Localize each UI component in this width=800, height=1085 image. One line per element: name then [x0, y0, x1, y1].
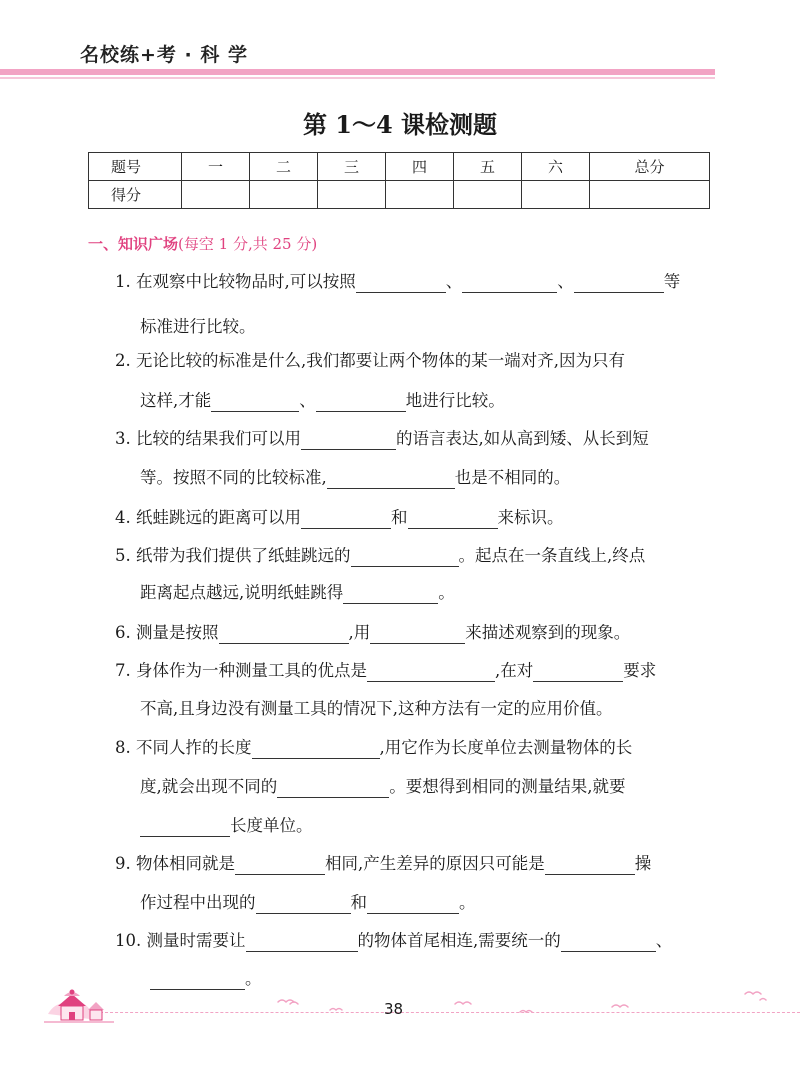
question-text: ,用它作为长度单位去测量物体的长	[379, 738, 633, 757]
score-cell: 得分	[89, 181, 182, 209]
score-cell: 六	[522, 153, 590, 181]
score-cell: 二	[250, 153, 318, 181]
question-text: 度,就会出现不同的	[140, 777, 278, 796]
question-text: 。	[245, 969, 262, 988]
question-text: 操	[634, 854, 652, 873]
question-text: 5. 纸带为我们提供了纸蛙跳远的	[115, 546, 351, 565]
question-text: 、	[655, 931, 673, 950]
page-title: 第 1～4 课检测题	[302, 110, 498, 139]
question-text: 。	[438, 583, 455, 602]
question-text: 、	[299, 391, 316, 410]
question-text: 和	[391, 508, 408, 527]
question-text: 7. 身体作为一种测量工具的优点是	[115, 661, 367, 680]
question-text: 地进行比较。	[405, 391, 505, 410]
section-note: (每空 1 分,共 25 分)	[178, 235, 318, 253]
question-text: ,在对	[495, 661, 534, 680]
question-text: 3. 比较的结果我们可以用	[115, 429, 301, 448]
score-cell: 一	[182, 153, 250, 181]
question-text: 1. 在观察中比较物品时,可以按照	[115, 272, 356, 291]
question-1-line-2: 标准进行比较。	[140, 317, 256, 336]
question-text: 来标识。	[497, 508, 564, 527]
score-cell: 总分	[590, 153, 710, 181]
question-text: 和	[350, 893, 367, 912]
question-text: 、	[445, 272, 463, 291]
question-text: 10. 测量时需要让	[115, 931, 246, 950]
question-text: 4. 纸蛙跳远的距离可以用	[115, 508, 301, 527]
question-text: 。起点在一条直线上,终点	[458, 546, 646, 565]
question-text: 相同,产生差异的原因只可能是	[325, 854, 545, 873]
question-2-line-1: 2. 无论比较的标准是什么,我们都要让两个物体的某一端对齐,因为只有	[115, 351, 625, 370]
question-text: 8. 不同人拃的长度	[115, 738, 252, 757]
question-text: 长度单位。	[230, 816, 313, 835]
house-icon	[44, 982, 114, 1027]
question-text: 等	[663, 272, 681, 291]
question-text: 也是不相同的。	[454, 468, 571, 487]
question-text: 距离起点越远,说明纸蛙跳得	[140, 583, 344, 602]
score-cell: 三	[318, 153, 386, 181]
question-text: 来描述观察到的现象。	[465, 623, 631, 642]
question-text: 。要想得到相同的测量结果,就要	[389, 777, 626, 796]
question-text: 这样,才能	[140, 391, 212, 410]
score-cell: 四	[386, 153, 454, 181]
footer-dashed-line	[100, 1012, 800, 1013]
section-title-text: 一、知识广场	[88, 235, 179, 253]
question-text: 要求	[623, 661, 657, 680]
question-text: 、	[557, 272, 574, 291]
question-text: 6. 测量是按照	[115, 623, 219, 642]
question-text: 的语言表达,如从高到矮、从长到短	[396, 429, 649, 448]
question-text: 等。按照不同的比较标准,	[140, 468, 327, 487]
question-7-line-2: 不高,且身边没有测量工具的情况下,这种方法有一定的应用价值。	[140, 699, 613, 718]
question-text: 的物体首尾相连,需要统一的	[357, 931, 561, 950]
score-cell: 题号	[89, 153, 182, 181]
question-text: ,用	[348, 623, 371, 642]
score-cell: 五	[454, 153, 522, 181]
question-text: 9. 物体相同就是	[115, 854, 235, 873]
header-title: 名校练+考 · 科 学	[80, 44, 248, 66]
question-text: 。	[459, 893, 476, 912]
question-text: 作过程中出现的	[140, 893, 256, 912]
page-number: 38	[384, 1000, 404, 1018]
